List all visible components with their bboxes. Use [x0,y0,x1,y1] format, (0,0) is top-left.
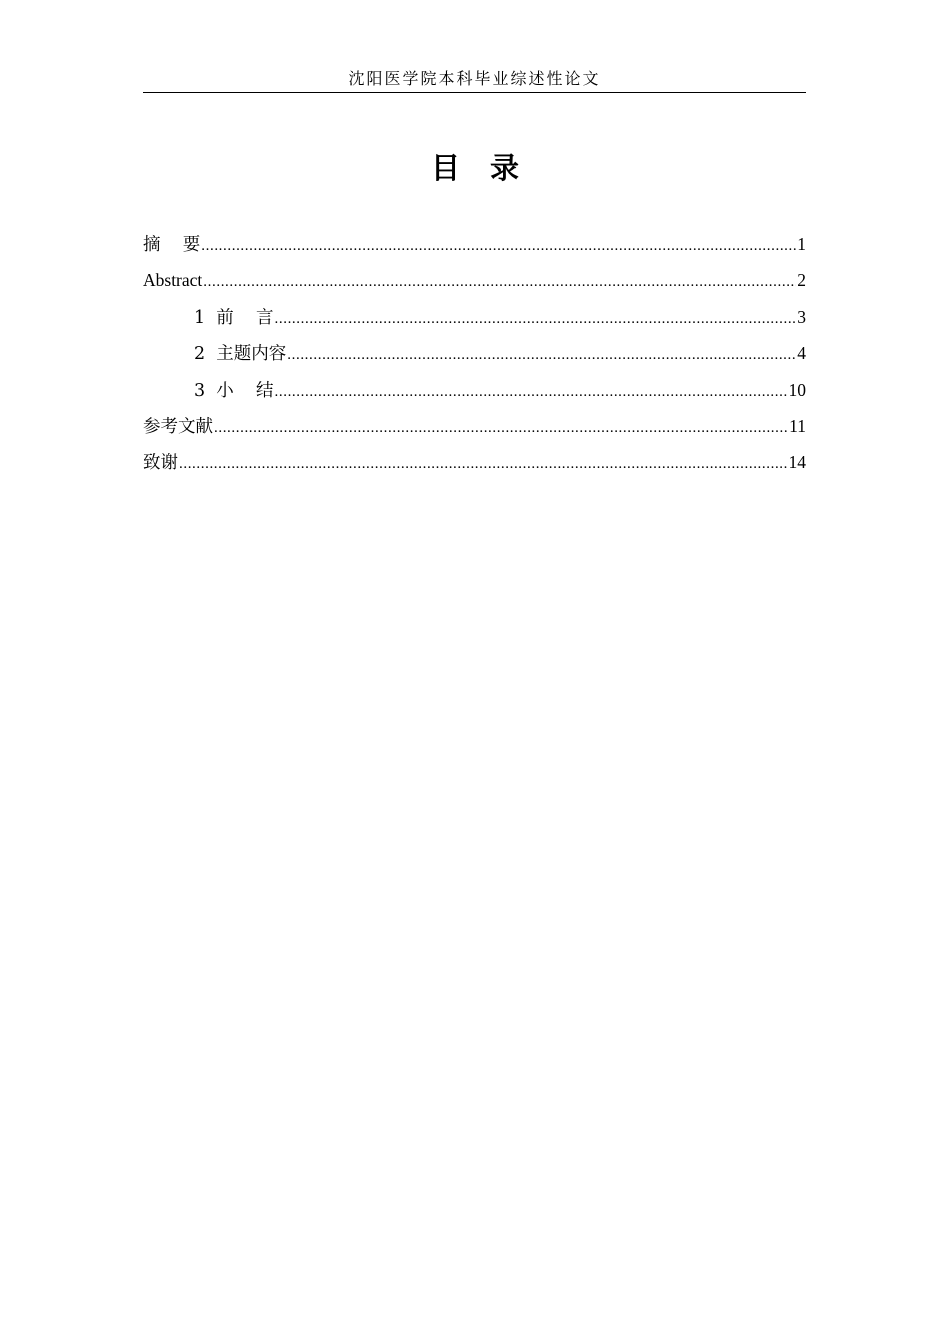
toc-title-part1: 目 [430,151,460,185]
toc-entry-main-content[interactable] [143,341,806,377]
toc-entry-label: 摘 要 [143,235,201,255]
toc-dot-leader [275,307,797,331]
toc-entry-page: 4 [797,343,806,364]
toc-entry-page: 10 [788,379,806,400]
toc-dot-leader [203,270,796,294]
toc-entry-introduction[interactable] [143,305,806,341]
toc-entry-label: 3 小 结 [194,380,274,401]
toc-entry-page: 3 [797,306,806,327]
toc-entry-label: 1 前 言 [194,307,274,328]
toc-entry-references[interactable] [143,414,806,450]
toc-entry-abstract-cn[interactable] [143,232,806,268]
toc-entry-page: 11 [789,415,806,436]
toc-entry-label: Abstract [143,270,203,291]
toc-title-part2: 录 [490,151,520,185]
toc-entry-label: 参考文献 [143,416,213,437]
toc-entry-page: 14 [788,452,806,473]
toc-entry-summary[interactable] [143,378,806,414]
running-header: 沈阳医学院本科毕业综述性论文 [143,68,806,93]
table-of-contents [143,232,806,487]
toc-dot-leader [179,452,788,476]
toc-dot-leader [287,343,796,367]
toc-entry-page: 2 [797,270,806,291]
toc-dot-leader [214,416,788,440]
toc-entry-abstract-en[interactable] [143,268,806,304]
toc-dot-leader [275,380,788,404]
toc-entry-label: 致谢 [143,453,178,474]
toc-entry-label: 2 主题内容 [194,344,287,365]
toc-entry-page: 1 [797,234,806,254]
toc-dot-leader [201,234,796,258]
toc-entry-acknowledgements[interactable] [143,450,806,486]
toc-title [0,148,950,188]
